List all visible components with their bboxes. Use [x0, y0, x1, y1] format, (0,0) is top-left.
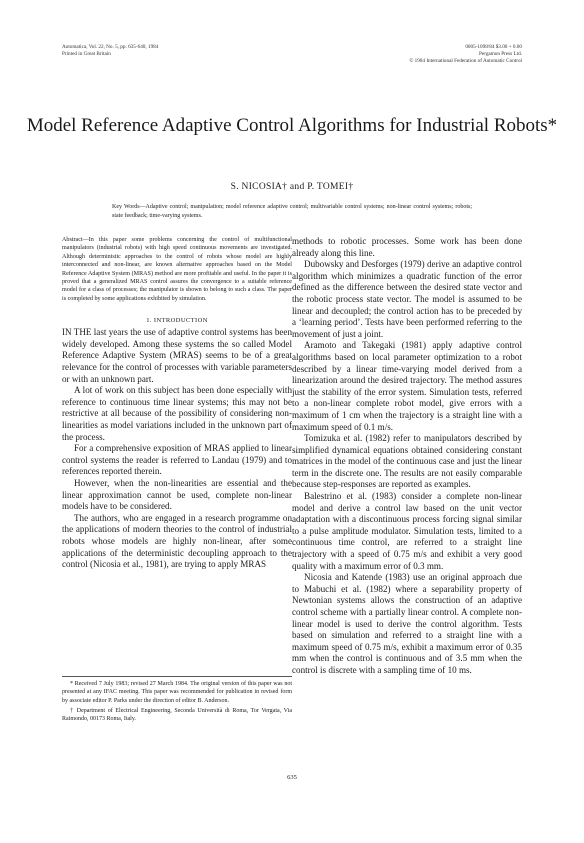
keywords: Key Words—Adaptive control; manipulation; model reference adaptive control; multivariable control systems; non-linear control systems; robots; state feedback; time-varying systems.: [112, 204, 472, 219]
paragraph: Balestrino et al. (1983) consider a complete non-linear model and derive a control law based on the unit vector adaptation with a discontinuous process forcing signal similar to a pulse amplitude modulator. Simulation tests, limited to a continuous time control, are referred to a straight line trajectory with a speed of 0.75 m/s and exhibit a very good quality with a maximum error of 0.3 mm.: [292, 491, 522, 571]
publisher: Pergamon Press Ltd.: [479, 51, 522, 57]
section-heading-introduction: 1. INTRODUCTION: [146, 317, 208, 325]
journal-printed: Printed in Great Britain: [62, 51, 111, 57]
paragraph: A lot of work on this subject has been done especially with reference to continuous time linear systems; this may not be restrictive at all because of the possibility of considering non-linearities as model variations included in the unknown part of the process.: [62, 385, 292, 442]
paragraph: IN THE last years the use of adaptive control systems has been widely developed. Among these systems the so called Model Reference Adaptive System (MRAS) seems to be of a great relevance for the control of processes with variable parameters or with an unknown part.: [62, 327, 292, 384]
paper-title: Model Reference Adaptive Control Algorithms for Industrial Robots*: [26, 115, 558, 136]
right-column: [292, 236, 522, 677]
paragraph: methods to robotic processes. Some work has been done already along this line.: [292, 236, 522, 258]
left-column: [62, 236, 292, 571]
paper-authors: S. NICOSIA† and P. TOMEI†: [230, 182, 354, 192]
copyright-info: [409, 44, 522, 65]
footnote-received: * Received 7 July 1983; revised 27 March 1984. The original version of this paper was not presented at any IFAC meeting. This paper was recommended for publication in revised form by associate editor P. Parks under the direction of editor B. Anderson.: [62, 681, 292, 704]
paragraph: Tomizuka et al. (1982) refer to manipulators described by simplified dynamical equations obtained considering constant matrices in the model of the continuous case and just the linear term in the discrete one. The results are not easily comparable because step-responses are reported as examples.: [292, 433, 522, 490]
paragraph: For a comprehensive exposition of MRAS applied to linear control systems the reader is referred to Landau (1979) and to references reported therein.: [62, 443, 292, 477]
paragraph: Aramoto and Takegaki (1981) apply adaptive control algorithms based on local parameter optimization to a robot described by a linear time-varying model derived from a linearization around the desired trajectory. The method assures just the stability of the error system. Simulation tests, referred to a non-linear complete robot model, give errors with a maximum of 1 cm when the trajectory is a straight line with a maximum speed of 0.1 m/s.: [292, 340, 522, 432]
copyright-line: © 1984 International Federation of Automatic Control: [409, 58, 522, 64]
abstract: Abstract—In this paper some problems concerning the control of multifunctional manipulators (industrial robots) with high speed continuous movements are investigated. Although deterministic approaches to the control of robots whose model are highly interconnected and non-linear, are known alternative approaches based on the Model Reference Adaptive System (MRAS) method are more profitable and useful. In the paper it is proved that a generalized MRAS control assures the convergence to a suitable reference model for a class of processes; the manipulator is shown to belong to such a class. The paper is completed by some applications exhibited by simulation.: [62, 237, 292, 302]
paragraph: The authors, who are engaged in a research programme on the applications of modern theories to the control of industrial robots whose models are highly non-linear, after some applications of the deterministic decoupling approach to the control (Nicosia et al., 1981), are trying to apply MRAS: [62, 512, 292, 570]
journal-info: [62, 44, 158, 58]
paragraph: However, when the non-linearities are essential and the linear approximation cannot be used, complete non-linear models have to be considered.: [62, 477, 292, 512]
paragraph: Nicosia and Katende (1983) use an original approach due to Mabuchi et al. (1982) where a separability property of Newtonian systems allows the construction of an adaptive control scheme with a partially linear control. A complete non-linear model is used to derive the control algorithm. Tests based on simulation and referred to a straight line with a maximum speed of 0.75 m/s, exhibit a maximum error of 0.35 mm when the control is continuous and of 3.5 mm when the control is discrete with a sampling time of 10 ms.: [292, 572, 522, 675]
footnotes: [62, 676, 292, 725]
article-code: 0005-1098/84 $3.00 + 0.00: [465, 44, 522, 50]
paragraph: Dubowsky and Desforges (1979) derive an adaptive control algorithm which minimizes a quadratic function of the error defined as the difference between the desired state vector and the robotic process state vector. The model is assumed to be linear and decoupled; the control action has to be preceded by a ‘learning period’. Tests have been performed referring to the movement of just a joint.: [292, 259, 522, 339]
footnote-affiliation: † Department of Electrical Engineering, Seconda Università di Roma, Tor Vergata, Via Raimondo, 00173 Roma, Italy.: [62, 707, 292, 723]
page-number: 635: [287, 774, 297, 781]
journal-citation: Automatica, Vol. 22, No. 5, pp. 635-640, 1984: [62, 44, 159, 50]
